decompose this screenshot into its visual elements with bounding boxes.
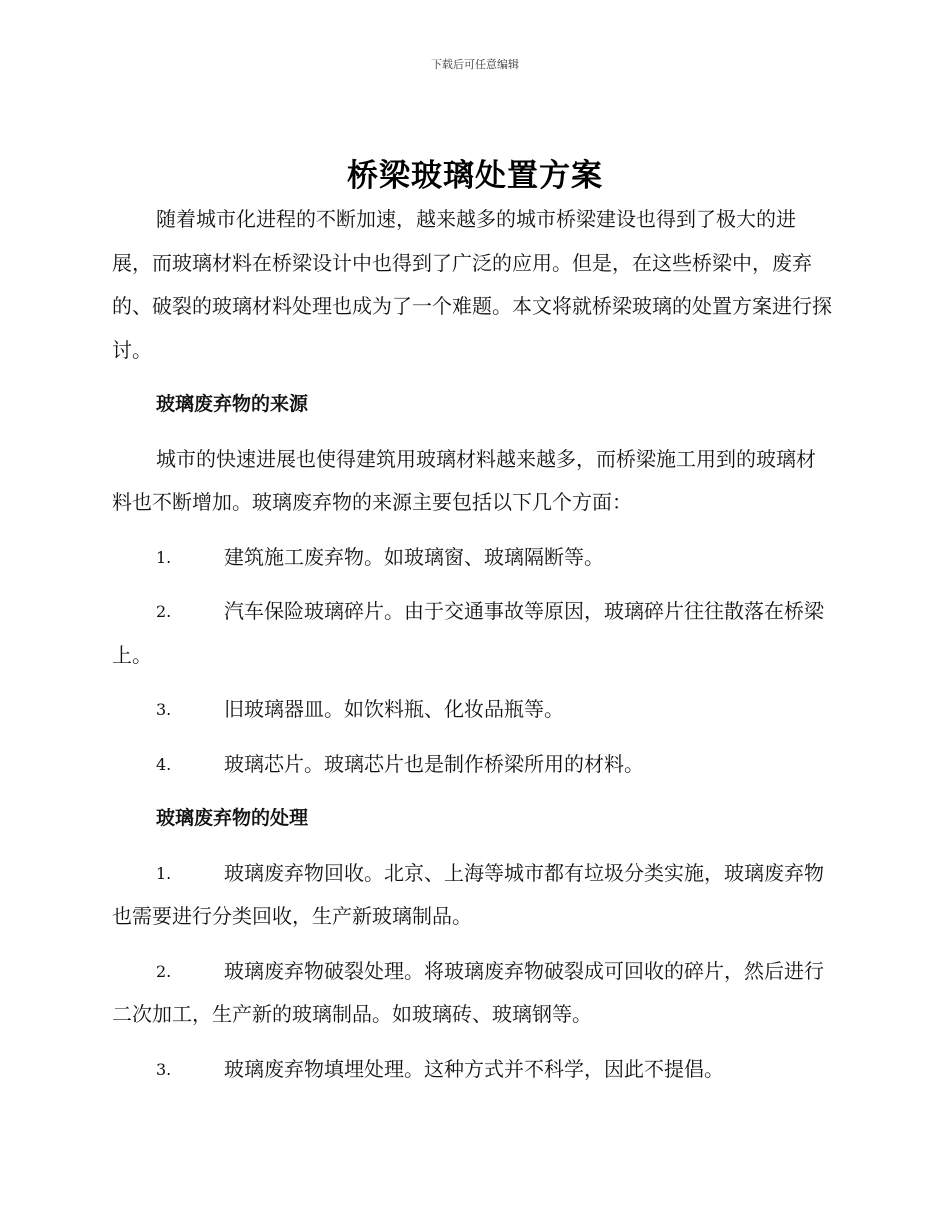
section-heading-sources: 玻璃废弃物的来源 [156,393,309,415]
list-item-text: 旧玻璃器皿。如饮料瓶、化妆品瓶等。 [224,697,564,721]
list-item [112,536,834,580]
list-item-number: 4. [156,754,172,774]
intro-paragraph: 随着城市化进程的不断加速，越来越多的城市桥梁建设也得到了极大的进展，而玻璃材料在桥梁设计中也得到了广泛的应用。但是，在这些桥梁中，废弃的、破裂的玻璃材料处理也成为了一个难题。本文将就桥梁玻璃的处置方案进行探讨。 [112,207,832,362]
list-item-text: 汽车保险玻璃碎片。由于交通事故等原因，玻璃碎片往往散落在桥梁上。 [112,599,824,667]
sources-paragraph: 城市的快速进展也使得建筑用玻璃材料越来越多，而桥梁施工用到的玻璃材料也不断增加。玻璃废弃物的来源主要包括以下几个方面： [112,446,816,514]
list-item-number: 2. [156,961,172,981]
list-item [112,743,834,787]
list-item [112,852,834,939]
list-item-number: 1. [156,547,172,567]
list-item [112,1048,834,1092]
list-item-text: 玻璃芯片。玻璃芯片也是制作桥梁所用的材料。 [224,751,644,776]
document-title: 桥梁玻璃处置方案 [347,158,603,194]
list-item [112,590,834,677]
list-item-text: 建筑施工废弃物。如玻璃窗、玻璃隔断等。 [224,544,604,569]
document-body [112,198,834,1091]
list-item-number: 3. [156,1059,172,1079]
list-item-number: 2. [156,602,172,621]
list-item-text: 玻璃废弃物破裂处理。将玻璃废弃物破裂成可回收的碎片，然后进行二次加工，生产新的玻璃制品。如玻璃砖、玻璃钢等。 [112,958,824,1026]
list-item-text: 玻璃废弃物填埋处理。这种方式并不科学，因此不提倡。 [224,1056,724,1081]
list-item-number: 1. [156,863,172,883]
list-item-number: 3. [156,700,172,719]
section-heading-treatment: 玻璃废弃物的处理 [156,807,309,829]
list-item-text: 玻璃废弃物回收。北京、上海等城市都有垃圾分类实施，玻璃废弃物也需要进行分类回收，生产新玻璃制品。 [112,860,824,928]
list-item [112,688,834,732]
header-note: 下载后可任意编辑 [431,58,519,71]
list-item [112,950,834,1037]
